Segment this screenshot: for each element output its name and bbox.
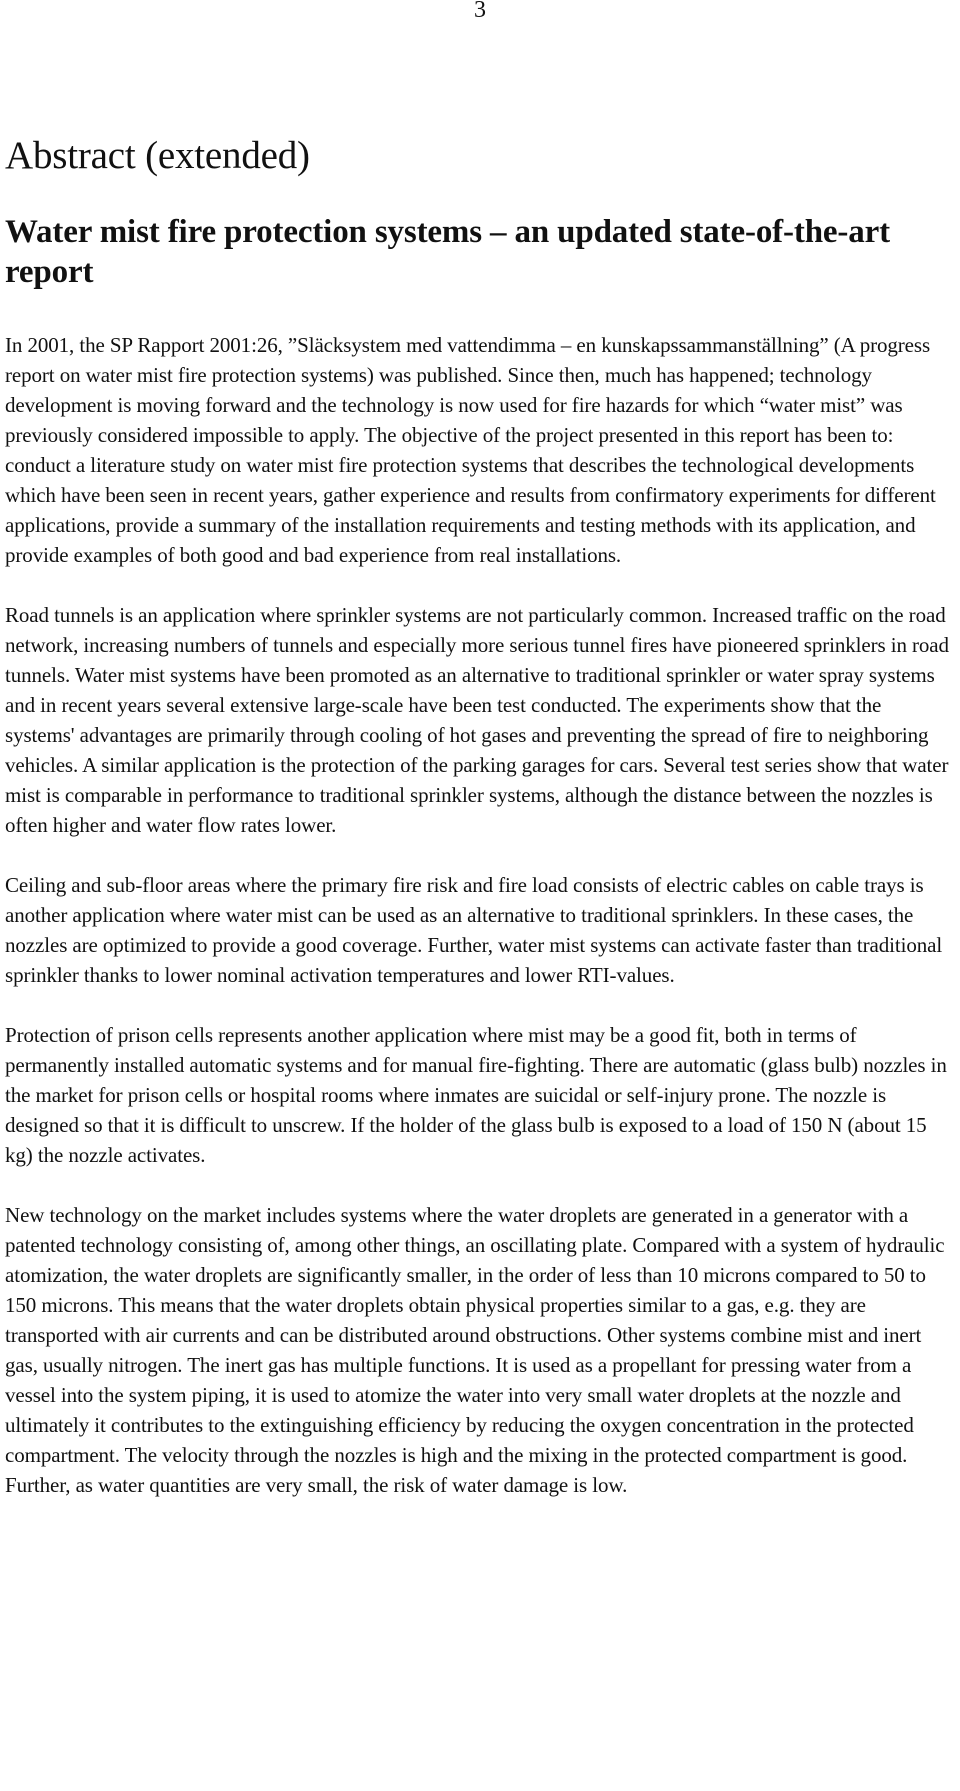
abstract-body: [5, 330, 955, 1530]
page-number: 3: [474, 0, 486, 23]
paragraph-new-technology: New technology on the market includes systems where the water droplets are generated in a generator with a patented technology consisting of, among other things, an oscillating plate. Compared with a system of hydraulic atomization, the water droplets are significantly smaller, in the order of less than 10 microns compared to 50 to 150 microns. This means that the water droplets obtain physical properties similar to a gas, e.g. they are transported with air currents and can be distributed around obstructions. Other systems combine mist and inert gas, usually nitrogen. The inert gas has multiple functions. It is used as a propellant for pressing water from a vessel into the system piping, it is used to atomize the water into very small water droplets at the nozzle and ultimately it contributes to the extinguishing efficiency by reducing the oxygen concentration in the protected compartment. The velocity through the nozzles is high and the mixing in the protected compartment is good. Further, as water quantities are very small, the risk of water damage is low.: [5, 1203, 945, 1497]
paragraph-background: In 2001, the SP Rapport 2001:26, ”Släcksystem med vattendimma – en kunskapssammanställning” (A progress report on water mist fire protection systems) was published. Since then, much has happened; technology development is moving forward and the technology is now used for fire hazards for which “water mist” was previously considered impossible to apply. The objective of the project presented in this report has been to: conduct a literature study on water mist fire protection systems that describes the technological developments which have been seen in recent years, gather experience and results from confirmatory experiments for different applications, provide a summary of the installation requirements and testing methods with its application, and provide examples of both good and bad experience from real installations.: [5, 333, 936, 567]
paragraph-road-tunnels: Road tunnels is an application where sprinkler systems are not particularly common. Increased traffic on the road network, increasing numbers of tunnels and especially more serious tunnel fires have pioneered sprinklers in road tunnels. Water mist systems have been promoted as an alternative to traditional sprinkler or water spray systems and in recent years several extensive large-scale have been test conducted. The experiments show that the systems' advantages are primarily through cooling of hot gases and preventing the spread of fire to neighboring vehicles. A similar application is the protection of the parking garages for cars. Several test series show that water mist is comparable in performance to traditional sprinkler systems, although the distance between the nozzles is often higher and water flow rates lower.: [5, 603, 949, 837]
abstract-heading: Abstract (extended): [5, 134, 310, 177]
paragraph-cable-trays: Ceiling and sub-floor areas where the primary fire risk and fire load consists of electric cables on cable trays is another application where water mist can be used as an alternative to traditional sprinklers. In these cases, the nozzles are optimized to provide a good coverage. Further, water mist systems can activate faster than traditional sprinkler thanks to lower nominal activation temperatures and lower RTI-values.: [5, 873, 943, 987]
paragraph-prison-cells: Protection of prison cells represents another application where mist may be a good fit, both in terms of permanently installed automatic systems and for manual fire-fighting. There are automatic (glass bulb) nozzles in the market for prison cells or hospital rooms where inmates are suicidal or self-injury prone. The nozzle is designed so that it is difficult to unscrew. If the holder of the glass bulb is exposed to a load of 150 N (about 15 kg) the nozzle activates.: [5, 1023, 947, 1167]
report-title: Water mist fire protection systems – an updated state-of-the-art report: [5, 214, 890, 290]
